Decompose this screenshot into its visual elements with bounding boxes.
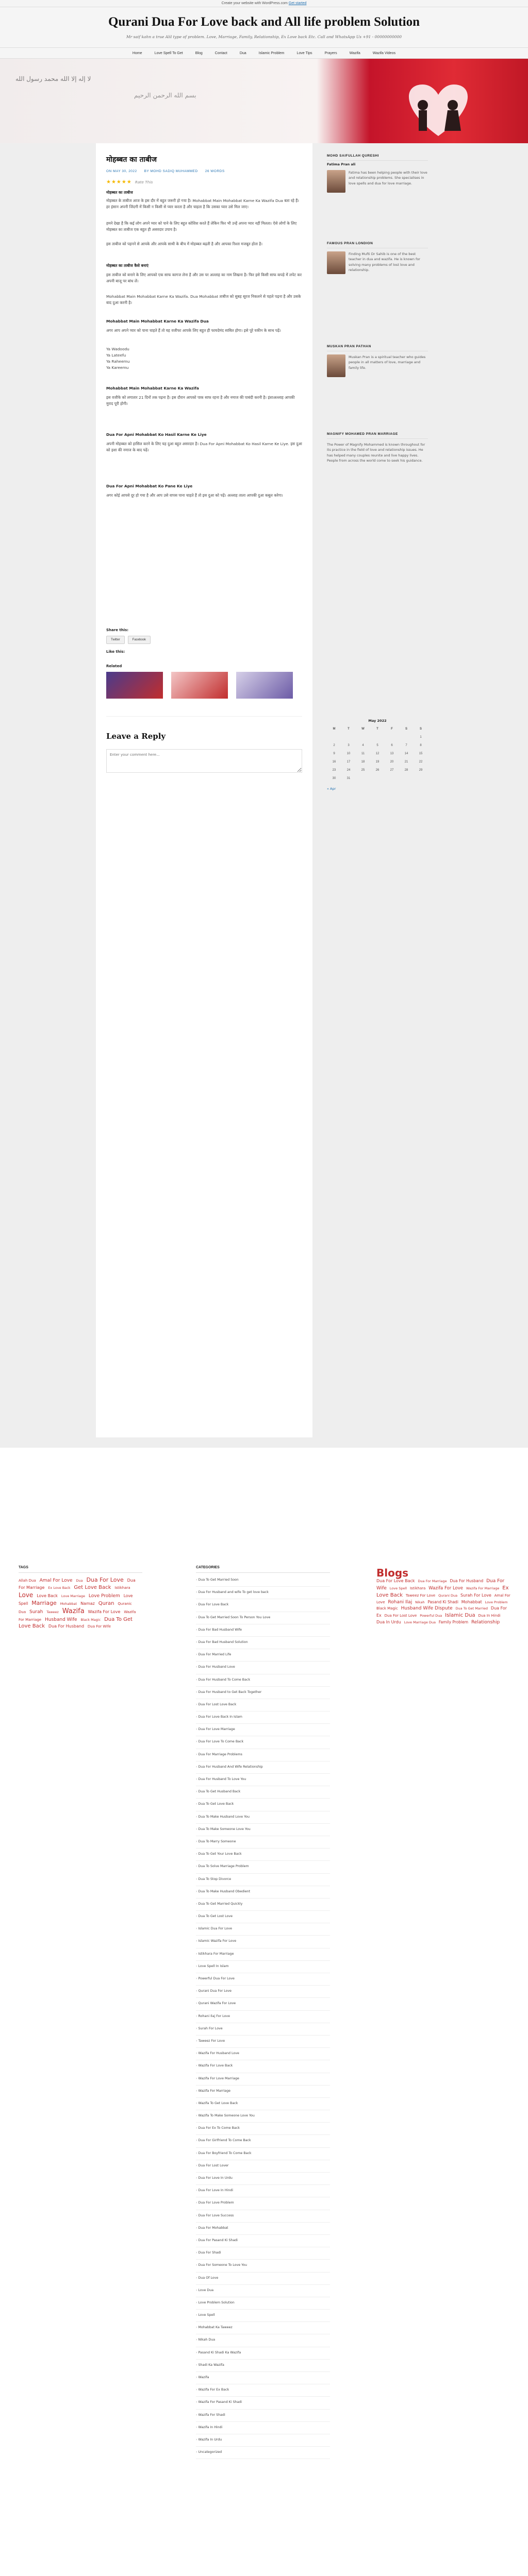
tag-link[interactable]: Black Magic <box>80 1617 101 1622</box>
category-link[interactable]: › Wazifa For Love Marriage <box>196 2073 330 2086</box>
calendar-day: 5 <box>370 742 385 750</box>
divider <box>106 716 302 717</box>
paragraph-1: मोहब्बत के ताबीज आज के इस दौर में बहुत जरूरी हो गया है। Mohabbat Main Mohabbat Karne Ka Wazifa Dua बता रहे हैं। हर इंसान अपनी जिंदगी में किसी न किसी से प्यार करता है और चाहता है कि उसका प्यार उसे मिल जाए। <box>106 198 299 209</box>
section-1-title: मोहब्बत का ताबीज कैसे बनाएं <box>106 263 148 268</box>
calendar-day: 2 <box>327 742 341 750</box>
blog-link[interactable]: Surah For Love <box>460 1592 491 1598</box>
calendar-day <box>356 775 370 783</box>
blog-link[interactable]: Ex Love Back <box>376 1585 509 1598</box>
category-link[interactable]: › Dua To Make Husband Love You <box>196 1811 330 1824</box>
category-link[interactable]: › Wazifa In Urdu <box>196 2434 330 2447</box>
section-2-title: Mohabbat Main Mohabbat Karne Ka Wazifa Dua <box>106 319 209 324</box>
nav-item-love-spell[interactable]: Love Spell To Get <box>154 52 183 55</box>
category-link[interactable]: › Powerful Dua For Love <box>196 1973 330 1986</box>
site-description: Mr saif kahn a true Alil type of problem. Love, Marriage, Family, Relationship, Ex Love back Etc. Call and WhatsApp Us +91 - 00000000000 <box>126 34 402 39</box>
site-header <box>0 7 528 47</box>
category-link[interactable]: › Love Dua <box>196 2285 330 2297</box>
blog-link[interactable]: Dua For Lost Love <box>384 1613 417 1618</box>
blog-link[interactable]: Istikhara <box>409 1586 426 1590</box>
section-5-title: Dua For Apni Mohabbat Ko Pane Ke Liye <box>106 484 193 488</box>
category-link[interactable]: › Dua For Lost Love Back <box>196 1699 330 1711</box>
rating-stars[interactable]: ★★★★★ <box>106 179 132 185</box>
category-link[interactable]: › Wazifa For Husband Love <box>196 2048 330 2060</box>
calendar-day: 3 <box>341 742 356 750</box>
category-link[interactable]: › Dua For Love In Hindi <box>196 2185 330 2197</box>
calendar-day: 7 <box>399 742 414 750</box>
calendar-widget <box>327 718 428 792</box>
category-link[interactable]: › Islamic Dua For Love <box>196 1923 330 1936</box>
nav-item-love-tips[interactable]: Love Tips <box>296 52 312 55</box>
category-link[interactable]: › Dua For Love Problem <box>196 2197 330 2210</box>
category-link[interactable]: › Dua To Marry Someone <box>196 1836 330 1849</box>
calendar-day-header: M <box>327 725 341 734</box>
tag-link[interactable]: Marriage <box>31 1599 57 1606</box>
category-link[interactable]: › Dua For Husband And Wife Relationship <box>196 1761 330 1774</box>
share-twitter-button[interactable]: Twitter <box>106 636 125 644</box>
comment-input[interactable] <box>106 749 302 773</box>
section-1-text-2: Mohabbat Main Mohabbat Karne Ka Wazifa. Dua Mohabbat ताबीज को सुबह सूरज निकलने से पहले पढ़ना है और उसके बाद दुआ करनी है। <box>106 294 301 305</box>
blog-link[interactable]: Mohabbat <box>461 1599 482 1604</box>
category-link[interactable]: › Dua For Pasand Ki Shadi <box>196 2235 330 2247</box>
nav-item-prayers[interactable]: Prayers <box>324 52 337 55</box>
section-4-title: Dua For Apni Mohabbat Ko Hasil Karne Ke Liye <box>106 432 207 437</box>
tag-link[interactable]: Husband Wife <box>44 1617 77 1622</box>
section-4-text: अपनी मोहब्बत को हासिल करने के लिए यह दुआ बहुत असरदार है। Dua For Apni Mohabbat Ko Hasil Karne Ke Liye. इस दुआ को इशा की नमाज के बाद पढ़ें। <box>106 442 302 452</box>
category-link[interactable]: › Dua For Lost Lover <box>196 2160 330 2173</box>
category-link[interactable]: › Wazifa To Make Someone Love You <box>196 2110 330 2123</box>
category-link[interactable]: › Dua To Make Someone Love You <box>196 1824 330 1836</box>
calendar-week <box>327 758 428 767</box>
calendar-day: 1 <box>414 734 428 742</box>
widget-title: FAMOUS PRAN LONDION <box>327 241 428 248</box>
tag-link[interactable]: Dua <box>76 1579 83 1583</box>
wordpress-top-bar <box>0 0 528 7</box>
header-banner-image <box>0 59 528 143</box>
tag-link[interactable]: Wazifa For Marriage <box>19 1610 136 1622</box>
profile-photo <box>327 354 345 377</box>
category-link[interactable]: › Uncategorized <box>196 2447 330 2459</box>
category-link[interactable]: › Dua For Love To Come Back <box>196 1736 330 1749</box>
wazifa-line: Ya Lateefu <box>106 352 126 358</box>
category-link[interactable]: › Surah For Love <box>196 2023 330 2036</box>
blog-link[interactable]: Black Magic <box>376 1606 398 1611</box>
widget-title: MAGNIFY MOHAMED PRAN MARRIAGE <box>327 432 428 439</box>
calendar-day <box>414 775 428 783</box>
calendar-day <box>370 775 385 783</box>
banner-calligraphy-left: لا إله إلا الله محمد رسول الله <box>15 75 91 82</box>
blog-link[interactable]: Dua For Ex <box>376 1606 507 1618</box>
blog-link[interactable]: Islamic Dua <box>445 1612 475 1618</box>
calendar-table <box>327 725 428 783</box>
calendar-day: 25 <box>356 767 370 775</box>
category-link[interactable]: › Dua For Girlfriend To Come Back <box>196 2135 330 2147</box>
tag-link[interactable]: Namaz <box>80 1601 95 1606</box>
blog-link[interactable]: Love Problem <box>485 1600 508 1604</box>
category-link[interactable]: › Dua For Love Back In Islam <box>196 1711 330 1724</box>
category-link[interactable]: › Dua To Get Love Back <box>196 1799 330 1811</box>
category-link[interactable]: › Qurani Dua For Love <box>196 1986 330 1998</box>
calendar-day: 16 <box>327 758 341 767</box>
blog-link[interactable]: Wazifa For Marriage <box>466 1586 500 1590</box>
calendar-day-header: T <box>370 725 385 734</box>
category-link[interactable]: › Rohani Ilaj For Love <box>196 2011 330 2023</box>
calendar-day <box>385 734 399 742</box>
category-link[interactable]: › Dua For Someone To Love You <box>196 2260 330 2272</box>
tag-link[interactable]: Get Love Back <box>74 1584 111 1590</box>
blog-link[interactable]: Rohani Ilaj <box>388 1599 412 1605</box>
calendar-day-header: S <box>399 725 414 734</box>
blogs-title: Blogs <box>376 1567 409 1579</box>
category-link[interactable]: › Dua For Husband to Get Back Together <box>196 1687 330 1699</box>
calendar-week <box>327 742 428 750</box>
category-link[interactable]: › Dua To Get Husband Back <box>196 1786 330 1799</box>
category-link[interactable]: › Love Spell In Islam <box>196 1961 330 1973</box>
tag-link[interactable]: Dua For Marriage <box>19 1578 136 1590</box>
tag-link[interactable]: Surah <box>29 1609 43 1615</box>
post-date[interactable]: ON MAY 30, 2022 <box>106 170 137 173</box>
related-thumbnail[interactable] <box>236 672 293 699</box>
couple-heart-illustration <box>392 79 485 141</box>
blog-link[interactable]: Relationship <box>471 1619 500 1625</box>
widget-text: The Power of Magnify Mohammed is known throughout for its practice in the field of love and relationship issues. He has helped many couples reunite and live happy lives. People from across the world come to seek his guidance. <box>327 443 425 463</box>
blog-link[interactable]: Family Problem <box>438 1619 469 1624</box>
nav-item-islamic-problem[interactable]: Islamic Problem <box>258 52 285 55</box>
calendar-day <box>399 775 414 783</box>
nav-item-dua[interactable]: Dua <box>239 52 246 55</box>
section-3-text: इस वजीफे को लगातार 21 दिनों तक पढ़ना है। इस दौरान आपको पाक साफ रहना है और नमाज की पाबंदी करनी है। इंशाअल्लाह आपकी मुराद पूरी होगी। <box>106 395 295 406</box>
calendar-day <box>327 734 341 742</box>
nav-item-wazifa-videos[interactable]: Wazifa Videos <box>372 52 396 55</box>
category-link[interactable]: › Wazifa To Get Love Back <box>196 2098 330 2110</box>
calendar-day-header: S <box>414 725 428 734</box>
calendar-day: 26 <box>370 767 385 775</box>
tag-link[interactable]: Love Spell <box>19 1594 133 1606</box>
calendar-day <box>385 775 399 783</box>
tag-link[interactable]: Istikhara <box>114 1585 130 1590</box>
widget-text: Muskan Pran is a spiritual teacher who guides people in all matters of love, marriage and family life. <box>349 355 426 370</box>
tag-link[interactable]: Dua To Get Love Back <box>19 1616 133 1630</box>
tag-link[interactable]: Wazifa <box>62 1607 85 1616</box>
wazifa-line: Ya Wadoodu <box>106 347 129 351</box>
calendar-day: 4 <box>356 742 370 750</box>
widget-title: MOHD SAIFULLAH QURESHI <box>327 154 428 161</box>
paragraph-3: इस ताबीज को पहनने से आपके और आपके साथी के बीच में मोहब्बत बढ़ती है और आपका रिश्ता मजबूत होता है। <box>106 242 263 246</box>
calendar-day: 11 <box>356 750 370 758</box>
category-link[interactable]: › Dua To Stop Divorce <box>196 1874 330 1886</box>
blog-link[interactable]: Powerful Dua <box>420 1613 442 1618</box>
tag-link[interactable]: Dua For Husband <box>48 1624 85 1629</box>
category-link[interactable]: › Dua Of Love <box>196 2273 330 2285</box>
category-link[interactable]: › Dua For Love In Urdu <box>196 2173 330 2185</box>
category-link[interactable]: › Dua To Get Married Quickly <box>196 1899 330 1911</box>
related-thumbnail[interactable] <box>171 672 228 699</box>
calendar-day: 6 <box>385 742 399 750</box>
paragraph-2: हमने देखा है कि कई लोग अपने प्यार को पाने के लिए बहुत कोशिश करते हैं लेकिन फिर भी उन्हें अपना प्यार नहीं मिलता। ऐसे लोगों के लिए मोहब्बत का ताबीज एक बहुत ही असरदार उपाय है। <box>106 221 297 232</box>
blog-link[interactable]: Dua To Get Married <box>455 1606 488 1611</box>
category-link[interactable]: › Dua For Love Marriage <box>196 1724 330 1736</box>
share-title: Share this: <box>106 628 129 632</box>
calendar-day: 29 <box>414 767 428 775</box>
calendar-day: 13 <box>385 750 399 758</box>
category-link[interactable]: › Dua To Get Married Soon <box>196 1574 330 1587</box>
post-rating <box>106 178 153 186</box>
category-link[interactable]: › Mohabbat Ka Taweez <box>196 2322 330 2334</box>
blog-link[interactable]: Dua In Hindi <box>478 1613 501 1618</box>
blog-link[interactable]: Love Marriage Dua <box>404 1620 436 1624</box>
intro-heading: मोहब्बत का ताबीज <box>106 190 133 195</box>
category-link[interactable]: › Wazifa For Shadi <box>196 2410 330 2422</box>
category-link[interactable]: › Dua To Make Husband Obedient <box>196 1886 330 1899</box>
calendar-title: May 2022 <box>368 719 387 723</box>
category-link[interactable]: › Istikhara For Marriage <box>196 1948 330 1961</box>
tags-title: TAGS <box>19 1565 142 1573</box>
widget-text: Fatima has been helping people with their love and relationship problems. She specialises in love spells and dua for love marriage. <box>349 171 427 185</box>
tag-cloud <box>19 1577 142 1630</box>
tag-link[interactable]: Taweez <box>46 1610 59 1615</box>
category-link[interactable]: › Dua To Solve Marriage Problem <box>196 1861 330 1873</box>
category-link[interactable]: › Wazifa For Pasand Ki Shadi <box>196 2397 330 2409</box>
blog-link[interactable]: Dua For Wife <box>376 1579 505 1591</box>
blog-link[interactable]: Wazifa For Love <box>428 1585 463 1591</box>
tag-link[interactable]: Love Back <box>37 1594 58 1599</box>
wp-bar-text: Create your website with WordPress.com <box>221 2 288 5</box>
tag-link[interactable]: Dua For Love <box>86 1577 124 1583</box>
post-author[interactable]: BY MOHD SADIQ MUHAMMED <box>144 170 198 173</box>
category-link[interactable]: › Dua To Get Lost Love <box>196 1911 330 1923</box>
calendar-day: 14 <box>399 750 414 758</box>
category-link[interactable]: › Wazifa <box>196 2372 330 2384</box>
calendar-week <box>327 750 428 758</box>
calendar-day: 21 <box>399 758 414 767</box>
widget-text: Finding Mufti Dr Sahib is one of the best teacher in dua and wazifa. He is known for solving many problems of lost love and relationship. <box>349 252 420 273</box>
tag-link[interactable]: Amal For Love <box>39 1578 73 1583</box>
calendar-week <box>327 734 428 742</box>
site-title[interactable]: Qurani Dua For Love back and All life problem Solution <box>108 15 420 29</box>
main-content <box>96 143 312 1437</box>
calendar-week <box>327 767 428 775</box>
tag-link[interactable]: Quran <box>98 1600 114 1606</box>
wazifa-line: Ya Kareemu <box>106 365 129 370</box>
category-link[interactable]: › Dua For Husband To Come Back <box>196 1674 330 1687</box>
related-thumbnail[interactable] <box>106 672 163 699</box>
category-link[interactable]: › Love Spell <box>196 2310 330 2322</box>
blog-link[interactable]: Dua For Husband <box>450 1579 484 1583</box>
calendar-day: 18 <box>356 758 370 767</box>
blogs-cloud <box>376 1578 512 1625</box>
nav-item-blog[interactable]: Blog <box>195 52 203 55</box>
category-link[interactable]: › Islamic Wazifa For Love <box>196 1936 330 1948</box>
category-link[interactable]: › Dua For Mohabbat <box>196 2223 330 2235</box>
calendar-day: 8 <box>414 742 428 750</box>
like-title: Like this: <box>106 650 125 654</box>
calendar-day-header: T <box>341 725 356 734</box>
calendar-day: 15 <box>414 750 428 758</box>
tag-link[interactable]: Ex Love Back <box>48 1585 71 1590</box>
nav-item-wazifa[interactable]: Wazifa <box>349 52 360 55</box>
profile-photo <box>327 170 345 193</box>
blog-link[interactable]: Dua For Marriage <box>418 1579 447 1583</box>
calendar-day: 12 <box>370 750 385 758</box>
main-navigation <box>0 47 528 59</box>
categories-list <box>196 1574 330 2459</box>
post-comments[interactable]: 26 WORDS <box>205 170 225 173</box>
category-link[interactable]: › Nikah Dua <box>196 2334 330 2347</box>
category-link[interactable]: › Wazifa For Love Back <box>196 2060 330 2073</box>
nav-item-home[interactable]: Home <box>132 52 142 55</box>
wazifa-line: Ya Raheemu <box>106 359 130 364</box>
calendar-day <box>399 734 414 742</box>
category-link[interactable]: › Dua For Love Back <box>196 1599 330 1612</box>
calendar-day: 9 <box>327 750 341 758</box>
wazifa-lines <box>106 346 209 370</box>
section-5-text: अगर कोई आपसे दूर हो गया है और आप उसे वापस पाना चाहते हैं तो इस दुआ को पढ़ें। अल्लाह ताला आपकी दुआ कबूल करेगा। <box>106 493 283 498</box>
tag-link[interactable]: Love <box>19 1591 34 1599</box>
calendar-day: 28 <box>399 767 414 775</box>
calendar-day: 17 <box>341 758 356 767</box>
calendar-day: 20 <box>385 758 399 767</box>
category-link[interactable]: › Dua For Love Success <box>196 2210 330 2223</box>
calendar-day: 30 <box>327 775 341 783</box>
category-link[interactable]: › Dua For Shadi <box>196 2247 330 2260</box>
blog-link[interactable]: Love Spell <box>389 1586 407 1590</box>
tag-link[interactable]: Quranic Dua <box>19 1601 132 1615</box>
blog-link[interactable]: Husband Wife Dispute <box>401 1606 453 1612</box>
category-link[interactable]: › Dua For Bad Husband Solution <box>196 1637 330 1649</box>
blog-link[interactable]: Amal For Love <box>376 1593 510 1604</box>
tag-link[interactable]: Love Marriage <box>61 1594 86 1599</box>
category-link[interactable]: › Dua To Get Married Soon To Person You Love <box>196 1612 330 1624</box>
blog-link[interactable]: Qurani Dua <box>438 1593 458 1598</box>
blog-link[interactable]: Taweez For Love <box>405 1593 436 1598</box>
post-meta <box>106 169 225 174</box>
calendar-day: 10 <box>341 750 356 758</box>
profile-photo <box>327 251 345 274</box>
calendar-prev-link[interactable]: « Apr <box>327 787 336 791</box>
calendar-day: 22 <box>414 758 428 767</box>
sidebar <box>323 143 432 1019</box>
category-link[interactable]: › Pasand Ki Shadi Ka Wazifa <box>196 2347 330 2360</box>
calendar-day <box>370 734 385 742</box>
category-link[interactable]: › Qurani Wazifa For Love <box>196 1998 330 2010</box>
category-link[interactable]: › Dua For Bad Husband Wife <box>196 1624 330 1637</box>
blog-link[interactable]: Nikah <box>415 1600 425 1604</box>
get-started-link[interactable]: Get started <box>288 2 307 5</box>
blog-link[interactable]: Dua In Urdu <box>376 1619 401 1624</box>
leave-reply-title: Leave a Reply <box>106 732 166 741</box>
category-link[interactable]: › Dua To Get Your Love Back <box>196 1849 330 1861</box>
calendar-day: 27 <box>385 767 399 775</box>
calendar-day <box>356 734 370 742</box>
category-link[interactable]: › Dua For Husband and wife To get love back <box>196 1587 330 1599</box>
calendar-week <box>327 775 428 783</box>
section-3-title: Mohabbat Main Mohabbat Karne Ka Wazifa <box>106 386 199 391</box>
rating-label: Rate This <box>135 179 153 184</box>
category-link[interactable]: › Shadi Ka Wazifa <box>196 2360 330 2372</box>
category-link[interactable]: › Dua For Husband Love <box>196 1662 330 1674</box>
calendar-day <box>341 734 356 742</box>
tag-link[interactable]: Love Problem <box>88 1594 120 1599</box>
category-link[interactable]: › Taweez For Love <box>196 2036 330 2048</box>
category-link[interactable]: › Wazifa For Ex Back <box>196 2384 330 2397</box>
category-link[interactable]: › Wazifa In Hindi <box>196 2422 330 2434</box>
share-facebook-button[interactable]: Facebook <box>128 636 151 644</box>
categories-title: CATEGORIES <box>196 1565 330 1573</box>
tag-link[interactable]: Dua For Wife <box>87 1624 111 1629</box>
share-buttons <box>106 636 151 644</box>
category-link[interactable]: › Wazifa For Marriage <box>196 2086 330 2098</box>
category-link[interactable]: › Dua For Married Life <box>196 1649 330 1662</box>
post-title: मोहब्बत का ताबीज <box>106 156 157 164</box>
category-link[interactable]: › Dua For Marriage Problems <box>196 1749 330 1761</box>
category-link[interactable]: › Dua For Husband To Love You <box>196 1774 330 1786</box>
blog-link[interactable]: Dua For Love Back <box>376 1579 415 1583</box>
banner-calligraphy-right: بسم الله الرحمن الرحيم <box>134 92 196 99</box>
calendar-day-header: F <box>385 725 399 734</box>
tag-link[interactable]: Wazifa For Love <box>88 1609 121 1615</box>
category-link[interactable]: › Dua For Boyfriend To Come Back <box>196 2148 330 2160</box>
category-link[interactable]: › Love Problem Solution <box>196 2297 330 2310</box>
tag-link[interactable]: Mohabbat <box>60 1601 77 1606</box>
widget-title: MUSKAN PRAN PATHAN <box>327 344 428 351</box>
section-1-text: इस ताबीज को बनाने के लिए आपको एक साफ कागज लेना है और उस पर अल्लाह का नाम लिखना है। फिर इसे किसी साफ कपड़े में लपेट कर अपनी बाजू पर बांध लें। <box>106 273 302 283</box>
calendar-day: 19 <box>370 758 385 767</box>
section-2-text: अगर आप अपने प्यार को पाना चाहते हैं तो यह वजीफा आपके लिए बहुत ही फायदेमंद साबित होगा। इसे पूरे यकीन के साथ पढ़ें। <box>106 328 281 333</box>
nav-item-contact[interactable]: Contact <box>214 52 227 55</box>
calendar-day: 23 <box>327 767 341 775</box>
category-link[interactable]: › Dua For Ex To Come Back <box>196 2123 330 2135</box>
related-title: Related <box>106 664 122 668</box>
blog-link[interactable]: Pasand Ki Shadi <box>427 1599 458 1604</box>
calendar-day: 24 <box>341 767 356 775</box>
widget-name: Fatima Pran ali <box>327 162 356 166</box>
calendar-day-header: W <box>356 725 370 734</box>
calendar-day: 31 <box>341 775 356 783</box>
tag-link[interactable]: Allah Dua <box>19 1579 36 1583</box>
